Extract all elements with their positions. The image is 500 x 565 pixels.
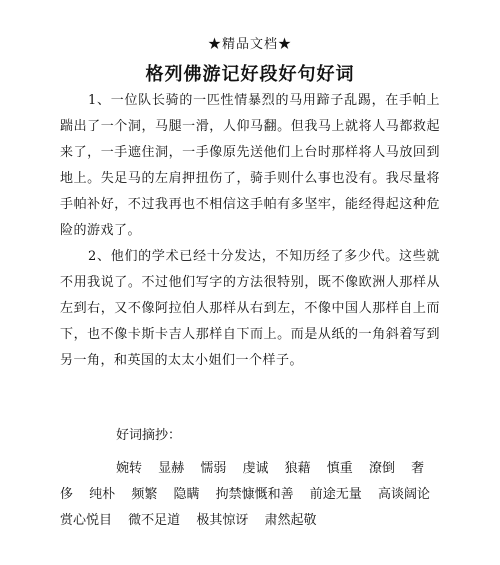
paragraph-1: 1、一位队长骑的一匹性情暴烈的马用蹄子乱踢，在手帕上踹出了一个洞，马腿一滑，人仰马翻。但我马上就将人马都救起来了，一手遮住洞，一手像原先送他们上台时那样将人马放回到地上。失足马的左肩押扭伤了，骑手则什么事也没有。我尽量将手帕补好，不过我再也不相信这手帕有多坚牢，能经得起这种危险的游戏了。 [60, 93, 440, 238]
word-item: 高谈阔论 [377, 487, 430, 502]
word-item: 肃然起敬 [264, 513, 317, 528]
paragraph-2: 2、他们的学术已经十分发达，不知历经了多少代。这些就不用我说了。不过他们写字的方法很特别，既不像欧洲人那样从左到右，又不像阿拉伯人那样从右到左，不像中国人那样自上而下，也不像卡斯卡吉人那样自下而上。而是从纸的一角斜着写到另一角，和英国的太太小姐们一个样子。 [60, 249, 440, 368]
page-header: ★精品文档★ [207, 37, 292, 52]
word-item: 潦倒 [368, 461, 395, 476]
word-item: 前途无量 [309, 487, 362, 502]
word-item: 纯朴 [89, 487, 116, 502]
word-item: 婉转 [116, 461, 143, 476]
word-item: 微不足道 [128, 513, 181, 528]
document-title: 格列佛游记好段好句好词 [145, 64, 355, 85]
word-item: 频繁 [131, 487, 158, 502]
word-item: 显赫 [158, 461, 185, 476]
word-item: 拘禁慷慨和善 [215, 487, 294, 502]
word-item: 懦弱 [200, 461, 227, 476]
word-item: 奢侈 [60, 461, 425, 502]
words-list [60, 456, 440, 534]
word-item: 隐瞒 [173, 487, 200, 502]
word-item: 慎重 [326, 461, 353, 476]
word-item: 赏心悦目 [60, 513, 113, 528]
word-item: 极其惊讶 [196, 513, 249, 528]
word-item: 虔诚 [242, 461, 269, 476]
words-section-title: 好词摘抄： [116, 428, 182, 443]
word-item: 狼藉 [284, 461, 311, 476]
